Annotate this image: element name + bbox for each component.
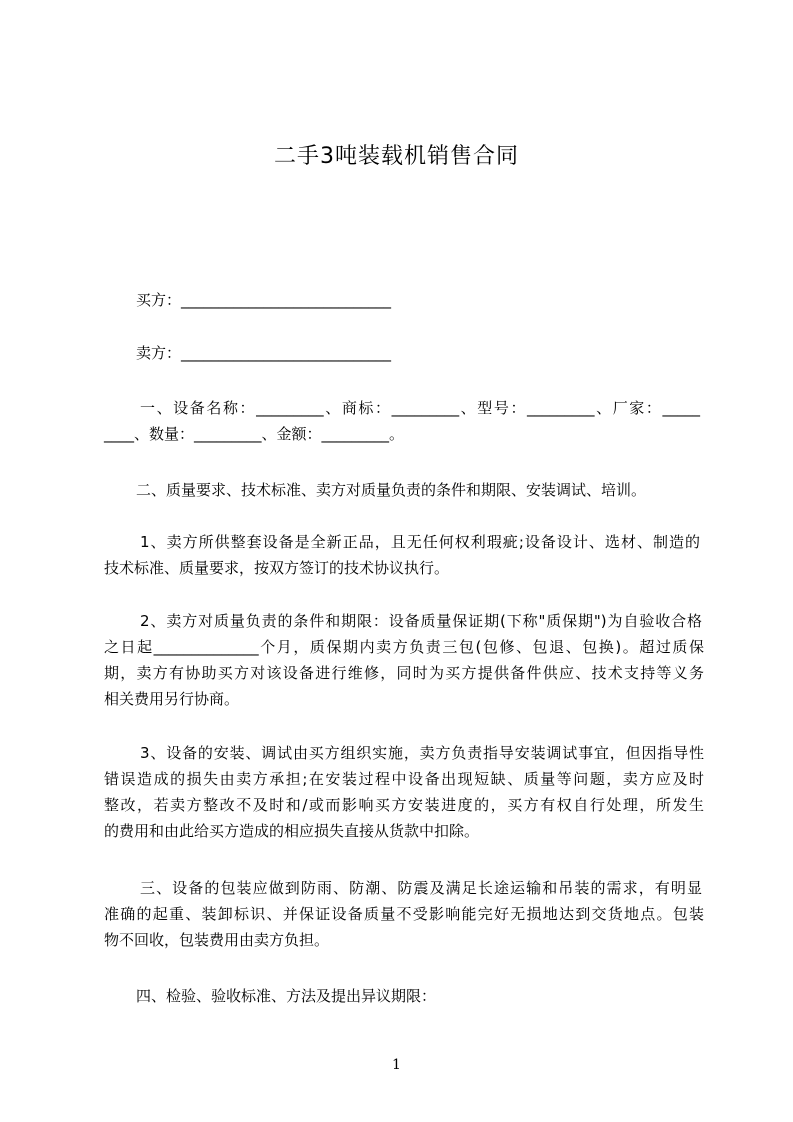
paragraph-line: 错误造成的损失由卖方承担;在安装过程中设备出现短缺、质量等问题，卖方应及时 bbox=[104, 770, 704, 788]
seller-line: 卖方：____________________________ bbox=[136, 344, 392, 362]
paragraph-line: 2、卖方对质量负责的条件和期限：设备质量保证期(下称"质保期")为自验收合格 bbox=[140, 612, 702, 630]
page-number: 1 bbox=[392, 1057, 401, 1073]
paragraph-line: 期，卖方有协助买方对该设备进行维修，同时为买方提供备件供应、技术支持等义务 bbox=[104, 664, 704, 682]
paragraph-line: 相关费用另行协商。 bbox=[104, 690, 240, 708]
paragraph-line: ____、数量：_________、金额：_________。 bbox=[104, 425, 405, 443]
paragraph-line: 物不回收，包装费用由卖方负担。 bbox=[104, 931, 330, 949]
paragraph-line: 之日起______________个月，质保期内卖方负责三包(包修、包退、包换)。超过质保 bbox=[104, 638, 704, 656]
section-heading-quality: 二、质量要求、技术标准、卖方对质量负责的条件和期限、安装调试、培训。 bbox=[136, 481, 647, 499]
paragraph-line: 3、设备的安装、调试由买方组织实施，卖方负责指导安装调试事宜，但因指导性 bbox=[140, 744, 704, 762]
paragraph-line: 的费用和由此给买方造成的相应损失直接从货款中扣除。 bbox=[104, 822, 480, 840]
paragraph-line: 技术标准、质量要求，按双方签订的技术协议执行。 bbox=[104, 559, 450, 577]
paragraph-line: 一、设备名称：_________、商标：_________、型号：_________、厂家：_____ bbox=[140, 399, 700, 417]
section-heading-inspection: 四、检验、验收标准、方法及提出异议期限： bbox=[136, 987, 437, 1005]
paragraph-line: 准确的起重、装卸标识、并保证设备质量不受影响能完好无损地达到交货地点。包装 bbox=[104, 905, 704, 923]
buyer-line: 买方：____________________________ bbox=[136, 291, 392, 309]
paragraph-line: 1、卖方所供整套设备是全新正品，且无任何权利瑕疵;设备设计、选材、制造的 bbox=[140, 533, 700, 551]
paragraph-line: 整改，若卖方整改不及时和/或而影响买方安装进度的，买方有权自行处理，所发生 bbox=[104, 796, 704, 814]
page-title: 二手3吨装载机销售合同 bbox=[274, 144, 519, 169]
paragraph-line: 三、设备的包装应做到防雨、防潮、防震及满足长途运输和吊装的需求，有明显 bbox=[140, 879, 702, 897]
